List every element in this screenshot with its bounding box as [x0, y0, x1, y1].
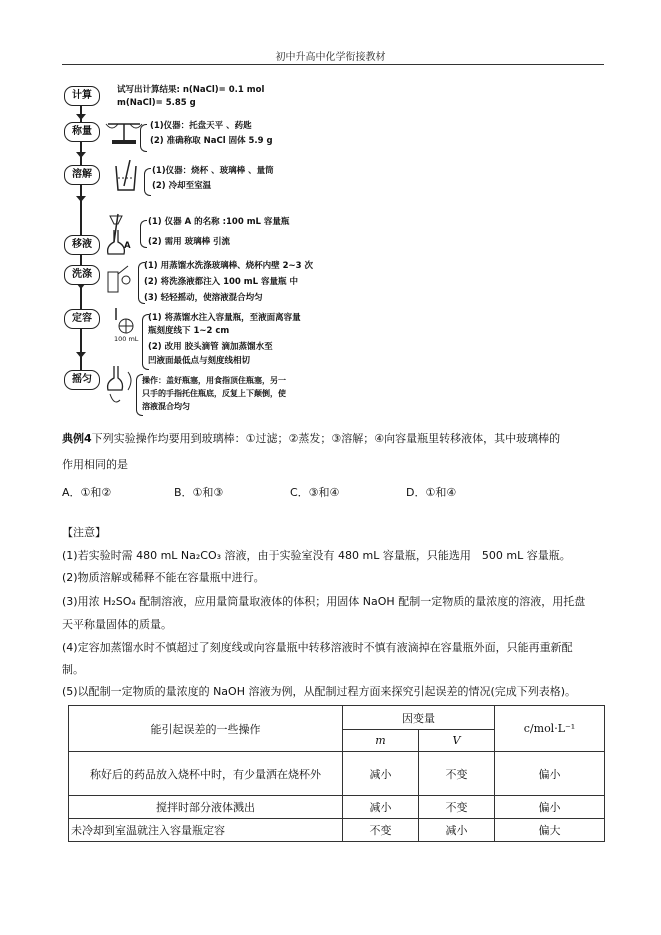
- step-note: (2) 冷却至室温: [152, 181, 212, 191]
- step-note: (2) 需用 玻璃棒 引流: [148, 237, 231, 247]
- note-line: (3)用浓 H₂SO₄ 配制溶液，应用量筒量取液体的体积；用固体 NaOH 配制一定物质的量浓度的溶液，用托盘: [62, 595, 586, 608]
- note-line: (4)定容加蒸馏水时不慎超过了刻度线或向容量瓶中转移溶液时不慎有液滴掉在容量瓶外面，只能再重新配: [62, 641, 573, 654]
- step-wash: 洗涤: [64, 265, 100, 285]
- brace: [140, 124, 147, 152]
- step-note: 试写出计算结果: n(NaCl)= 0.1 mol: [117, 85, 265, 95]
- step-note: (1)仪器：托盘天平 、药匙: [150, 121, 252, 131]
- cell-operation: 称好后的药品放入烧杯中时，有少量洒在烧杯外: [69, 752, 343, 796]
- step-note: (1) 将蒸馏水注入容量瓶，至液面离容量: [148, 313, 301, 323]
- arrow-down-icon: [76, 114, 86, 120]
- cell-v: 不变: [419, 796, 495, 819]
- table-header-operation: 能引起误差的一些操作: [69, 706, 343, 752]
- notes-heading: 【注意】: [62, 526, 106, 539]
- step-dissolve: 溶解: [64, 165, 100, 185]
- option-c: C．③和④: [290, 486, 340, 499]
- error-analysis-table: [68, 705, 605, 842]
- note-line: (2)物质溶解或稀释不能在容量瓶中进行。: [62, 571, 265, 584]
- step-note: 溶液混合均匀: [142, 402, 190, 411]
- step-make-up-volume: 定容: [64, 309, 100, 329]
- cell-m: 减小: [343, 752, 419, 796]
- note-line: 天平称量固体的质量。: [62, 618, 172, 631]
- option-b: B．①和③: [174, 486, 224, 499]
- example-question: [62, 431, 560, 447]
- step-note: (1)仪器：烧杯 、玻璃棒 、量筒: [152, 166, 274, 176]
- table-header-v: V: [419, 730, 495, 752]
- step-note: 瓶刻度线下 1~2 cm: [148, 326, 230, 336]
- option-d: D．①和④: [406, 486, 457, 499]
- table-row: [69, 752, 605, 796]
- brace: [140, 220, 147, 248]
- cell-operation: 搅拌时部分液体溅出: [69, 796, 343, 819]
- step-note: (3) 轻轻摇动，使溶液混合均匀: [144, 293, 263, 303]
- step-note: (1) 仪器 A 的名称 :100 mL 容量瓶: [148, 217, 290, 227]
- page-header-title: 初中升高中化学衔接教材: [275, 52, 386, 63]
- step-shake: 摇匀: [64, 370, 100, 390]
- step-note: (2) 将洗涤液都注入 100 mL 容量瓶 中: [144, 277, 298, 287]
- step-weigh: 称量: [64, 122, 100, 142]
- header-rule: [62, 64, 604, 65]
- inverting-flask-icon: [102, 360, 138, 410]
- table-row: [69, 819, 605, 842]
- arrow-down-icon: [76, 352, 86, 358]
- table-header-variable: 因变量: [343, 706, 495, 730]
- option-a: A．①和②: [62, 486, 112, 499]
- wash-bottle-icon: [104, 262, 134, 298]
- cell-v: 减小: [419, 819, 495, 842]
- cell-m: 不变: [343, 819, 419, 842]
- note-line: (1)若实验时需 480 mL Na₂CO₃ 溶液，由于实验室没有 480 mL 容量瓶，只能选用 500 mL 容量瓶。: [62, 549, 571, 562]
- note-line: 制。: [62, 663, 84, 676]
- step-note: (1) 用蒸馏水洗涤玻璃棒、烧杯内壁 2~3 次: [144, 261, 314, 271]
- table-row: [69, 796, 605, 819]
- cell-c: 偏小: [495, 752, 605, 796]
- note-line: (5)以配制一定物质的量浓度的 NaOH 溶液为例，从配制过程方面来探究引起误差的情况(完成下列表格)。: [62, 685, 577, 698]
- example-question-cont: 作用相同的是: [62, 458, 128, 471]
- cell-operation: 未冷却到室温就注入容量瓶定容: [69, 819, 343, 842]
- cell-m: 减小: [343, 796, 419, 819]
- example-label: 典例4: [62, 432, 92, 445]
- example-question-text: 下列实验操作均要用到玻璃棒：①过滤；②蒸发；③溶解；④向容量瓶里转移液体，其中玻璃棒的: [91, 432, 561, 445]
- step-transfer: 移液: [64, 235, 100, 255]
- cell-c: 偏大: [495, 819, 605, 842]
- vol-label: 100 mL: [114, 335, 139, 343]
- step-note: 只手的手指托住瓶底，反复上下颠倒，使: [142, 389, 286, 398]
- flask-a-label: A: [124, 241, 131, 251]
- cell-c: 偏小: [495, 796, 605, 819]
- beaker-icon: [112, 160, 140, 192]
- step-note: 凹液面最低点与刻度线相切: [148, 356, 251, 366]
- arrow-down-icon: [76, 152, 86, 158]
- step-calculate: 计算: [64, 86, 100, 106]
- brace: [144, 168, 151, 196]
- step-note: m(NaCl)= 5.85 g: [117, 98, 196, 108]
- arrow-down-icon: [76, 196, 86, 202]
- step-note: 操作：盖好瓶塞，用食指顶住瓶塞，另一: [142, 376, 286, 385]
- table-header-concentration: c/mol·L⁻¹: [495, 706, 605, 752]
- balance-icon: [104, 116, 144, 146]
- cell-v: 不变: [419, 752, 495, 796]
- step-note: (2) 准确称取 NaCl 固体 5.9 g: [150, 136, 273, 146]
- table-header-m: m: [343, 730, 419, 752]
- step-note: (2) 改用 胶头滴管 滴加蒸馏水至: [148, 342, 273, 352]
